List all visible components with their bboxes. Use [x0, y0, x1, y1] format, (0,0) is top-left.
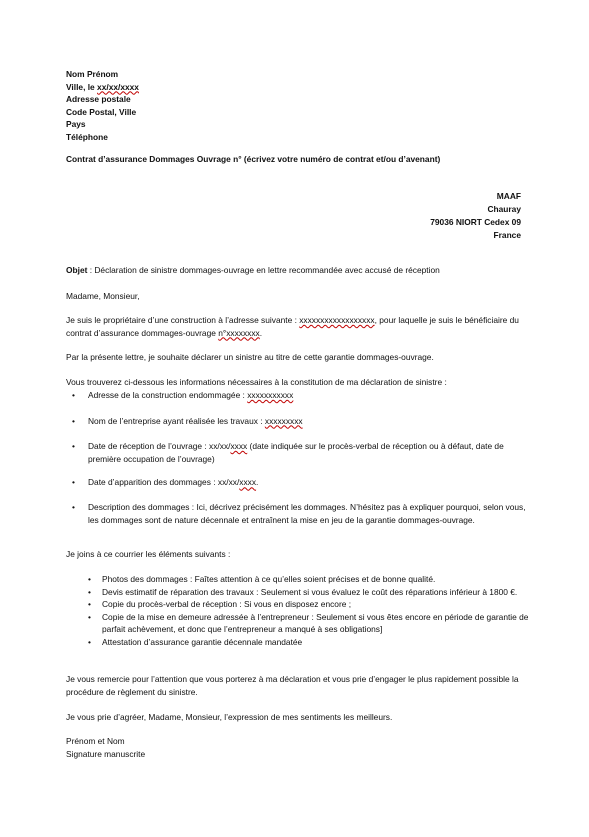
- intro-paragraph: Je suis le propriétaire d’une construction à l’adresse suivante : xxxxxxxxxxxxxxxxxx, pour laquelle je suis le bénéficiaire du contrat d’assurance dommages-ouvrage n°xxxxxxxx.: [66, 315, 519, 338]
- sender-name: Nom Prénom: [66, 69, 119, 79]
- info-list: [66, 389, 532, 526]
- recipient-name: MAAF: [496, 191, 521, 201]
- recipient-country: France: [493, 230, 521, 240]
- list-item: • Attestation d’assurance garantie décennale mandatée: [88, 636, 303, 647]
- signature-name: Prénom et Nom: [66, 736, 125, 746]
- list-item: • Devis estimatif de réparation des travaux : Seulement si vous évaluez le coût des réparations inférieur à 1800 €.: [88, 586, 518, 597]
- bullet-icon: •: [88, 599, 91, 610]
- sender-address: Adresse postale: [66, 94, 131, 105]
- bullet-icon: •: [72, 441, 75, 452]
- salutation: Madame, Monsieur,: [66, 291, 140, 301]
- attachments-list: [66, 573, 532, 649]
- bullet-icon: •: [72, 390, 75, 400]
- attachments-intro: Je joins à ce courrier les éléments suivants :: [66, 549, 231, 559]
- sender-country: Pays: [66, 119, 86, 130]
- list-item: • Description des dommages : Ici, décrivez précisément les dommages. N’hésitez pas à expliquer pourquoi, selon vous, les dommages sont de nature décennale et entraînent la mise en jeu de la garantie dommages-ouvrage.: [72, 501, 526, 525]
- signature-block: [66, 735, 526, 760]
- recipient-block: [430, 190, 521, 242]
- bullet-icon: •: [88, 636, 91, 647]
- bullet-icon: •: [88, 574, 91, 584]
- bullet-icon: •: [88, 611, 91, 622]
- sender-block: [66, 68, 526, 144]
- sender-phone: Téléphone: [66, 131, 108, 142]
- bullet-icon: •: [72, 415, 75, 426]
- list-item: • Date de réception de l’ouvrage : xx/xx/xxxx (date indiquée sur le procès-verbal de réception ou à défaut, date de première occupation de l’ouvrage): [72, 441, 504, 464]
- bullet-icon: •: [88, 586, 91, 597]
- list-item: • Copie de la mise en demeure adressée à l’entrepreneur : Seulement si vous êtes encore en période de garantie de parfait achèvement, et donc que l’entrepreneur a manqué à ses obligations]: [88, 611, 529, 635]
- closing-paragraph: Je vous prie d’agréer, Madame, Monsieur, l’expression de mes sentiments les meilleurs.: [66, 712, 393, 722]
- subject-text: : Déclaration de sinistre dommages-ouvrage en lettre recommandée avec accusé de réception: [87, 265, 440, 275]
- recipient-city: Chauray: [487, 204, 521, 214]
- list-item: • Date d’apparition des dommages : xx/xx/xxxx.: [72, 477, 259, 488]
- info-intro: Vous trouverez ci-dessous les informations nécessaires à la constitution de ma déclaration de sinistre :: [66, 377, 447, 387]
- subject-label: Objet: [66, 265, 88, 275]
- signature-note: Signature manuscrite: [66, 748, 146, 759]
- declaration-paragraph: Par la présente lettre, je souhaite déclarer un sinistre au titre de cette garantie dommages-ouvrage.: [66, 352, 434, 362]
- list-item: • Copie du procès-verbal de réception : Si vous en disposez encore ;: [88, 599, 352, 610]
- list-item: • Nom de l’entreprise ayant réalisée les travaux : xxxxxxxxx: [72, 415, 303, 426]
- thanks-paragraph: Je vous remercie pour l’attention que vous porterez à ma déclaration et vous prie d’engager le plus rapidement possible la procédure de règlement du sinistre.: [66, 674, 519, 697]
- bullet-icon: •: [72, 477, 75, 488]
- contract-line: Contrat d’assurance Dommages Ouvrage n° (écrivez votre numéro de contrat et/ou d’avenant): [66, 154, 441, 164]
- bullet-icon: •: [72, 501, 75, 512]
- subject-line: [66, 264, 526, 277]
- contract-placeholder: n°xxxxxxxx: [218, 327, 260, 338]
- recipient-postal: 79036 NIORT Cedex 09: [430, 217, 521, 227]
- list-item: • Adresse de la construction endommagée : xxxxxxxxxxx: [72, 390, 294, 400]
- sender-postal-city: Code Postal, Ville: [66, 106, 137, 117]
- list-item: • Photos des dommages : Faîtes attention à ce qu’elles soient précises et de bonne qualité.: [88, 574, 436, 584]
- address-placeholder: xxxxxxxxxxxxxxxxxx: [299, 315, 375, 325]
- date-placeholder: xx/xx/xxxx: [97, 81, 139, 92]
- sender-city-date: Ville, le xx/xx/xxxx: [66, 81, 139, 92]
